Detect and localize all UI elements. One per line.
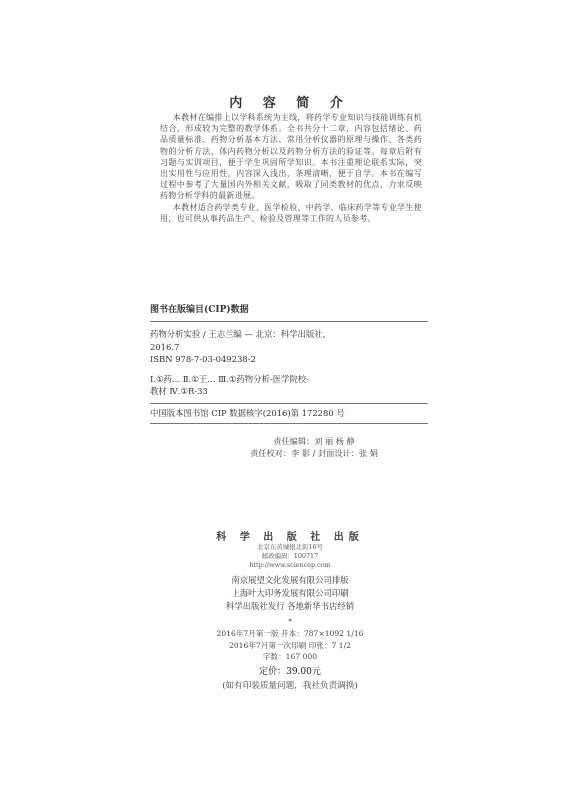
- cip-heading: 图书在版编目(CIP)数据: [150, 305, 249, 315]
- intro-text: [160, 112, 422, 224]
- printer-line: 上海叶大印务发展有限公司印刷: [231, 588, 349, 598]
- edition-line: 2016年7月第一版 开本：787×1092 1/16: [216, 629, 364, 638]
- cip-subject-line: Ⅰ.①药… Ⅱ.①王… Ⅲ.①药物分析-医学院校-: [150, 373, 310, 384]
- cip-title-line: 药物分析实验 / 王志兰编 — 北京：科学出版社，: [150, 329, 331, 339]
- editor-line: 责任编辑：刘 丽 杨 静: [273, 436, 355, 446]
- design-line: 责任校对：李 影 / 封面设计：张 娟: [250, 448, 378, 458]
- staff-credits: [214, 435, 414, 459]
- cip-number-line: 中国版本图书馆 CIP 数据核字(2016)第 172280 号: [150, 403, 428, 420]
- intro-paragraph-1: 本教材在编排上以学科系统为主线，将药学专业知识与技能训练有机结合，形成较为完整的教学体系。全书共分十二章，内容包括绪论、药品质量标准、药物分析基本方法、常用分析仪器的原理与操作、各类药物的分析方法、体内药物分析以及药物分析方法的验证等。每章后附有习题与实训项目，便于学生巩固所学知识。本书注重理论联系实际，突出实用性与应用性，内容深入浅出，条理清晰，便于自学。本书在编写过程中参考了大量国内外相关文献，吸取了同类教材的优点，力求反映药物分析学科的最新进展。: [160, 113, 422, 201]
- publisher-website: http://www.sciencep.com: [249, 561, 331, 569]
- price-line: 定价：39.00元: [259, 666, 321, 677]
- typesetter-line: 南京展望文化发展有限公司排版: [231, 575, 349, 585]
- cip-year-line: 2016.7: [150, 341, 180, 352]
- quality-notice: (如有印装质量问题，我社负责调换): [222, 680, 358, 691]
- distributor-line: 科学出版社发行 各地新华书店经销: [225, 601, 355, 611]
- cip-class-line: 教材 Ⅳ.①R-33: [150, 386, 208, 396]
- cip-data-block: [150, 302, 428, 424]
- separator-mark: *: [288, 618, 292, 626]
- publisher-name: 科 学 出 版 社 出版: [216, 532, 364, 543]
- word-count-line: 字数：167 000: [262, 652, 318, 662]
- publisher-postcode: 邮政编码：100717: [261, 552, 319, 560]
- printing-line: 2016年7月第一次印刷 印张：7 1/2: [229, 640, 351, 650]
- cip-isbn-line: ISBN 978-7-03-049238-2: [150, 354, 256, 364]
- intro-paragraph-2: 本教材适合药学类专业、医学检验、中药学、临床药学等专业学生使用，也可供从事药品生产、检验及管理等工作的人员参考。: [160, 202, 422, 223]
- publisher-block: [150, 528, 430, 627]
- printer-list: [150, 574, 430, 613]
- cip-box: [150, 321, 428, 424]
- intro-title: 内 容 简 介: [229, 96, 351, 111]
- edition-block: [150, 628, 430, 693]
- publisher-address: 北京东黄城根北街16号: [257, 543, 323, 551]
